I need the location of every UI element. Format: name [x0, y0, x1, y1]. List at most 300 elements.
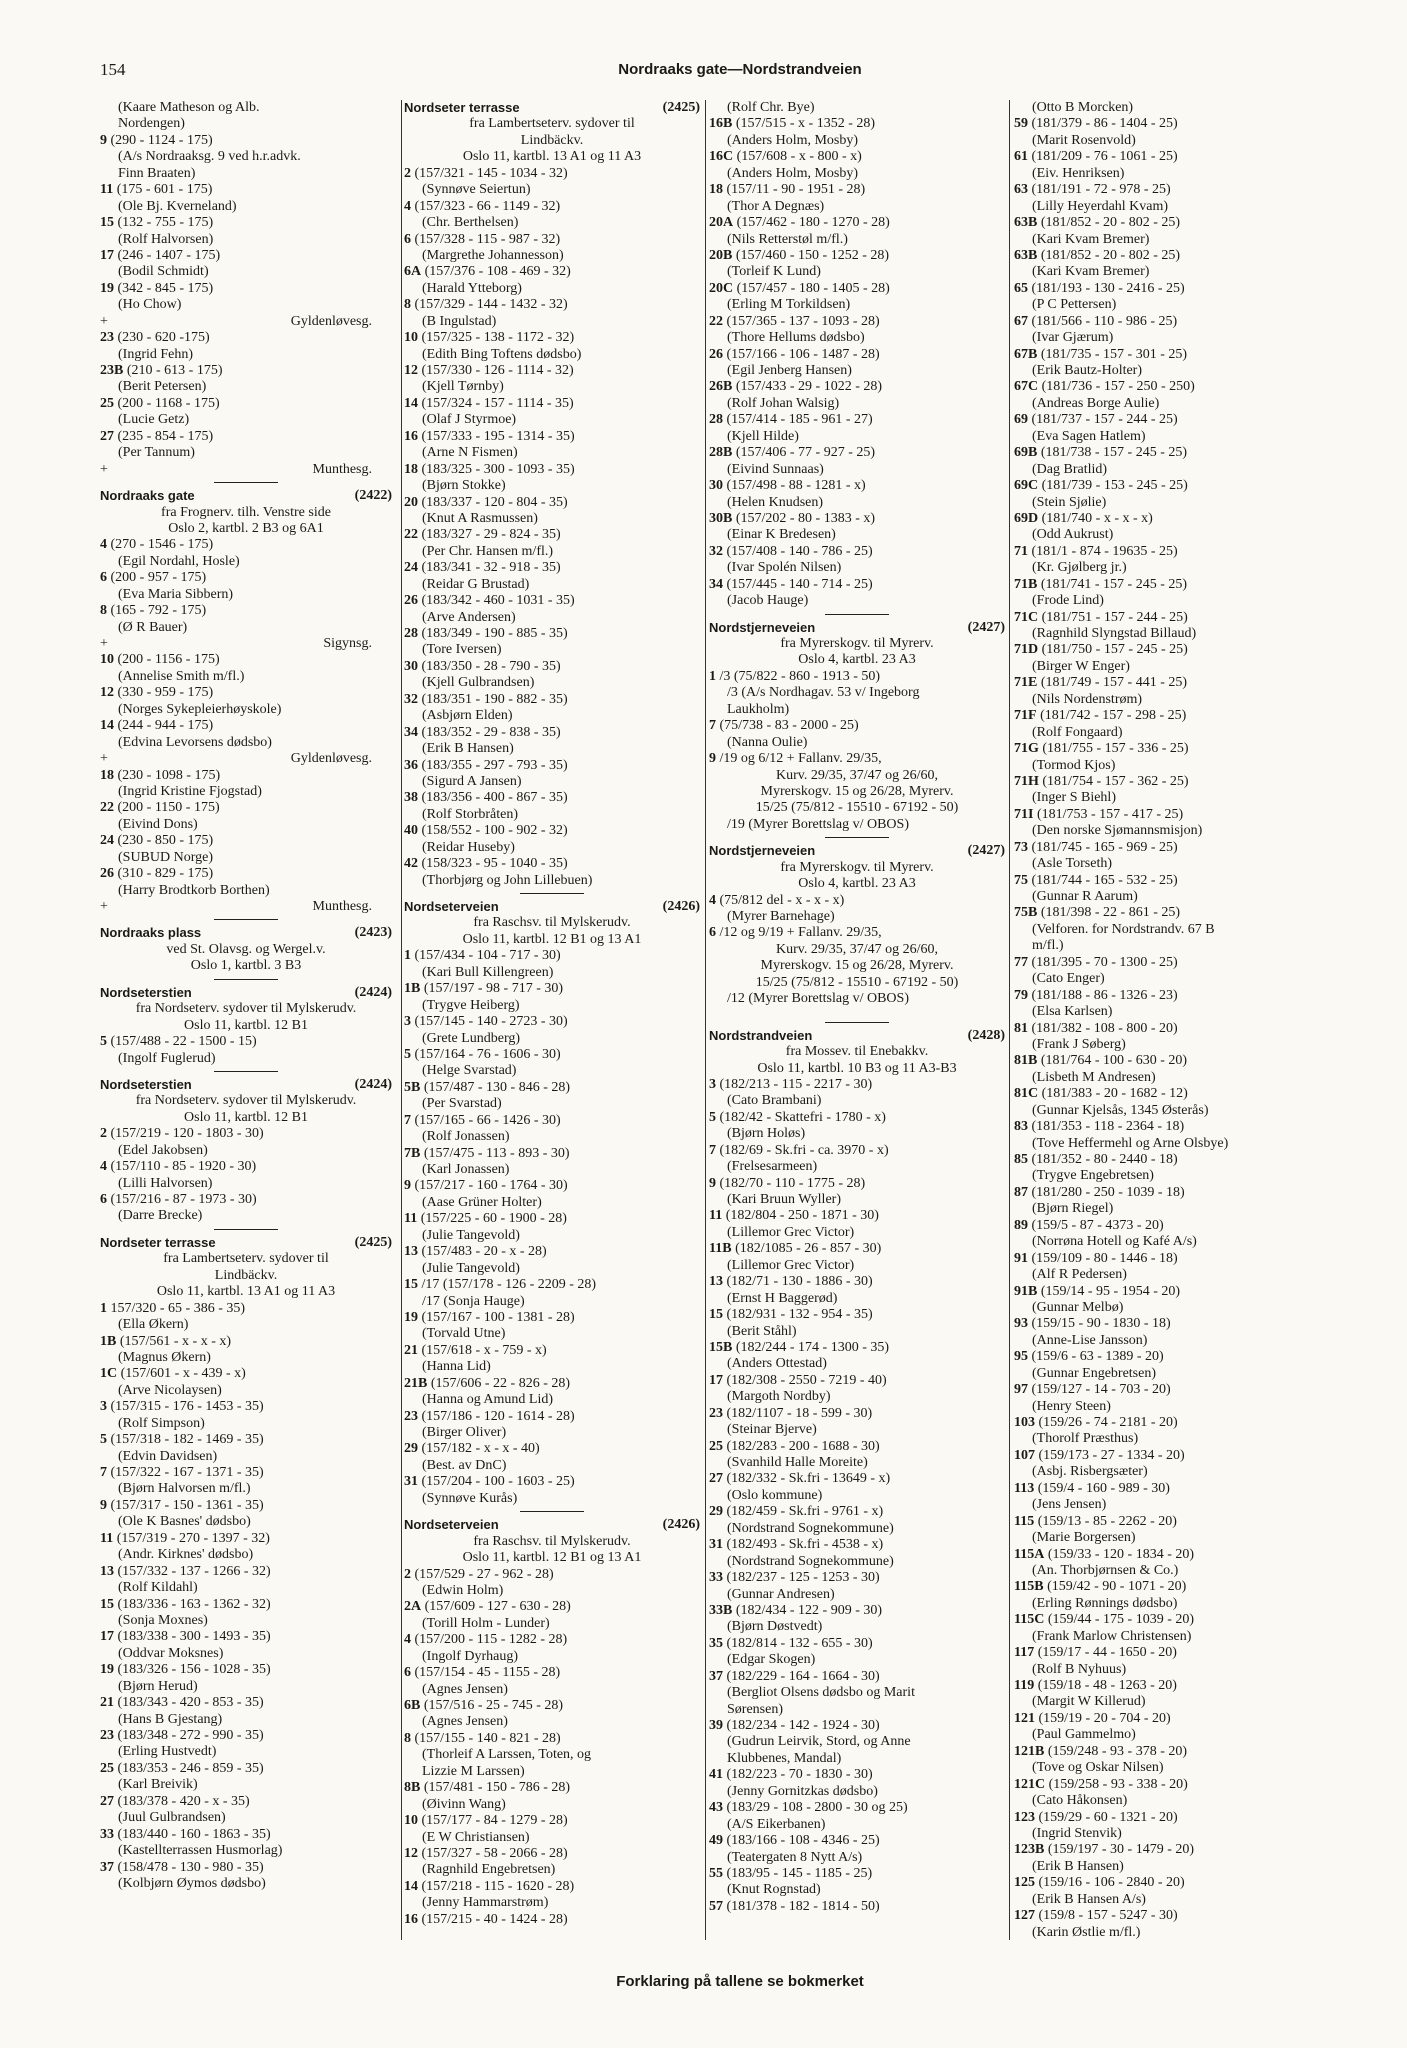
house-number: 33B — [709, 1602, 733, 1618]
owner-line: (Ragnhild Engebretsen) — [422, 1862, 556, 1878]
property-data: (157/216 - 87 - 1973 - 30) — [107, 1192, 257, 1207]
street-description: fra Myrerskogv. til Myrerv. — [780, 636, 934, 651]
property-entry — [100, 1728, 392, 1744]
street-description: Lindbäckv. — [214, 1267, 278, 1283]
property-data: (182/223 - 70 - 1830 - 30) — [723, 1767, 873, 1783]
property-data: (183/355 - 297 - 793 - 35) — [418, 757, 568, 773]
property-entry — [404, 1113, 700, 1129]
property-data: (181/378 - 182 - 1814 - 50) — [723, 1898, 880, 1914]
owner-line: (Eiv. Henriksen) — [1032, 165, 1125, 181]
owner-line: (Odd Aukrust) — [1032, 527, 1114, 543]
property-data: (75/738 - 83 - 2000 - 25) — [716, 718, 859, 734]
owner-line: (Arve Nicolaysen) — [118, 1382, 222, 1398]
property-data: (157/164 - 76 - 1606 - 30) — [411, 1046, 561, 1062]
property-data: (132 - 755 - 175) — [114, 215, 214, 231]
house-number: 11 — [404, 1211, 418, 1227]
property-data: (165 - 792 - 175) — [107, 603, 207, 619]
owner-line: (Egil Jenberg Hansen) — [727, 363, 852, 378]
property-data: (183/337 - 120 - 804 - 35) — [418, 494, 568, 510]
house-number: 65 — [1014, 280, 1028, 296]
property-data: (157/315 - 176 - 1453 - 35) — [107, 1399, 264, 1415]
house-number: 107 — [1014, 1447, 1035, 1463]
property-data: (157/145 - 140 - 2723 - 30) — [411, 1014, 568, 1030]
house-number: 2 — [404, 1566, 411, 1582]
house-number: 29 — [709, 1504, 723, 1520]
owner-line: Nordengen) — [118, 116, 185, 132]
property-entry — [404, 692, 700, 708]
property-data: (159/17 - 44 - 1650 - 20) — [1034, 1645, 1177, 1661]
street-description: fra Nordseterv. sydover til Mylskerudv. — [135, 1093, 357, 1109]
owner-line: (Gunnar Kjelsås, 1345 Østerås) — [1032, 1102, 1209, 1118]
property-entry — [100, 330, 392, 346]
property-data: (181/280 - 250 - 1039 - 18) — [1028, 1184, 1185, 1200]
house-number: 21 — [404, 1342, 418, 1358]
property-entry — [404, 725, 700, 741]
owner-line: (Kari Bull Killengreen) — [422, 964, 554, 980]
property-entry — [709, 893, 1005, 909]
house-number: 7 — [100, 1465, 107, 1480]
owner-line: (Ingrid Stenvik) — [1032, 1825, 1122, 1841]
property-entry — [1014, 807, 1314, 823]
owner-line: (Anne-Lise Jansson) — [1032, 1332, 1148, 1348]
property-data: (183/356 - 400 - 867 - 35) — [418, 790, 568, 806]
property-entry — [100, 1192, 392, 1208]
house-number: 127 — [1014, 1908, 1035, 1924]
property-data: (159/29 - 60 - 1321 - 20) — [1035, 1809, 1178, 1825]
property-entry — [1014, 116, 1314, 132]
property-entry — [1014, 1152, 1314, 1168]
property-entry — [404, 1441, 700, 1457]
property-entry — [709, 1406, 1005, 1422]
street-description: fra Lambertseterv. sydover til — [469, 116, 635, 132]
owner-line: (Nils Nordenstrøm) — [1032, 691, 1143, 707]
property-entry — [1014, 905, 1314, 921]
house-number: 12 — [404, 363, 418, 378]
street-description: ved St. Olavsg. og Wergel.v. — [166, 941, 326, 957]
house-number: 18 — [709, 182, 723, 198]
owner-line: (Knut A Rasmussen) — [422, 510, 538, 526]
owner-line: (Andr. Kirknes' dødsbo) — [118, 1547, 254, 1563]
property-data: (181/188 - 86 - 1326 - 23) — [1028, 987, 1178, 1003]
street-heading — [100, 985, 392, 1001]
property-data: (159/15 - 90 - 1830 - 18) — [1028, 1316, 1171, 1332]
section-rule — [709, 610, 1005, 620]
property-data: (157/457 - 180 - 1405 - 28) — [733, 280, 890, 296]
property-data: (157/445 - 140 - 714 - 25) — [723, 576, 873, 592]
owner-line: /17 (Sonja Hauge) — [422, 1293, 525, 1309]
property-data: (159/258 - 93 - 338 - 20) — [1045, 1776, 1188, 1792]
owner-line: (Bjørn Holøs) — [727, 1126, 806, 1142]
property-data: (181/395 - 70 - 1300 - 25) — [1028, 954, 1178, 970]
property-data: (182/229 - 164 - 1664 - 30) — [723, 1668, 880, 1684]
property-data: (182/237 - 125 - 1253 - 30) — [723, 1570, 880, 1586]
property-data: (157/11 - 90 - 1951 - 28) — [723, 182, 866, 198]
owner-line: Klubbenes, Mandal) — [727, 1750, 842, 1766]
owner-line: (Tormod Kjos) — [1032, 757, 1116, 773]
house-number: 15 — [100, 215, 114, 231]
owner-line: /19 (Myrer Borettslag v/ OBOS) — [727, 816, 909, 832]
property-data: (157/329 - 144 - 1432 - 32) — [411, 297, 568, 313]
property-data: (183/341 - 32 - 918 - 35) — [418, 560, 561, 576]
property-entry — [100, 603, 392, 619]
owner-line: (Torvald Utne) — [422, 1326, 506, 1342]
property-data: (159/4 - 160 - 989 - 30) — [1034, 1480, 1170, 1496]
owner-line: (Tove og Oskar Nilsen) — [1032, 1760, 1164, 1776]
house-number: 15B — [709, 1339, 733, 1355]
property-data: (157/561 - x - x - x) — [116, 1333, 232, 1349]
property-data: (270 - 1546 - 175) — [107, 537, 214, 553]
property-entry — [1014, 741, 1314, 757]
owner-line: (Nanna Oulie) — [727, 734, 808, 750]
house-number: 117 — [1014, 1645, 1035, 1661]
house-number: 63 — [1014, 182, 1028, 198]
property-data: (182/1107 - 18 - 599 - 30) — [723, 1405, 873, 1421]
property-data: (158/478 - 130 - 980 - 35) — [114, 1859, 264, 1875]
property-data: (159/26 - 74 - 2181 - 20) — [1035, 1415, 1178, 1430]
owner-line: (Jacob Hauge) — [727, 593, 809, 609]
owner-line: (Paul Gammelmo) — [1032, 1727, 1136, 1743]
property-data: (157/608 - x - 800 - x) — [733, 149, 862, 165]
owner-line: (Margrethe Johannesson) — [422, 247, 564, 263]
owner-line: (Best. av DnC) — [422, 1457, 507, 1473]
house-number: 5 — [100, 1034, 107, 1050]
property-entry — [709, 1274, 1005, 1290]
property-data: (159/13 - 85 - 2262 - 20) — [1034, 1513, 1177, 1529]
property-data: (157/165 - 66 - 1426 - 30) — [411, 1112, 561, 1128]
property-entry — [1014, 1744, 1314, 1760]
house-number: 9 — [100, 132, 107, 148]
house-number: 16C — [709, 149, 734, 165]
property-entry — [404, 1409, 700, 1425]
house-number: 3 — [709, 1076, 716, 1092]
property-data: (159/5 - 87 - 4373 - 20) — [1028, 1217, 1164, 1233]
house-number: 32 — [404, 691, 418, 707]
street-description: 15/25 (75/812 - 15510 - 67192 - 50) — [755, 800, 959, 816]
house-number: 10 — [404, 1813, 418, 1829]
property-entry — [709, 1241, 1005, 1257]
property-data: (181/749 - 157 - 441 - 25) — [1037, 675, 1188, 691]
house-number: 15 — [404, 1277, 418, 1293]
house-number: 28 — [709, 412, 723, 428]
property-data: (182/332 - Sk.fri - 13649 - x) — [723, 1471, 891, 1487]
house-number: 21 — [100, 1695, 114, 1711]
property-data: (157/515 - x - 1352 - 28) — [732, 116, 876, 132]
street-description: Oslo 11, kartbl. 10 B3 og 11 A3-B3 — [757, 1060, 957, 1076]
property-data: (183/351 - 190 - 882 - 35) — [418, 691, 568, 707]
property-data: (181/383 - 20 - 1682 - 12) — [1038, 1086, 1188, 1102]
property-entry — [100, 866, 392, 882]
property-entry — [709, 669, 1005, 685]
property-entry — [1014, 642, 1314, 658]
spacer — [709, 1008, 1005, 1018]
owner-line: (Bjørn Stokke) — [422, 478, 506, 494]
property-entry — [709, 182, 1005, 198]
crossing-line — [100, 636, 392, 652]
property-data: (157/483 - 20 - x - 28) — [418, 1244, 547, 1260]
owner-line: (Inger S Biehl) — [1032, 790, 1116, 806]
property-entry — [100, 1827, 392, 1843]
house-number: 31 — [404, 1474, 418, 1490]
property-data: (230 - 850 - 175) — [114, 833, 214, 849]
property-data: (181/764 - 100 - 630 - 20) — [1037, 1053, 1188, 1069]
owner-line: (SUBUD Norge) — [118, 849, 214, 865]
house-number: 71B — [1014, 576, 1038, 592]
owner-line: (Frank J Søberg) — [1032, 1036, 1126, 1052]
column-2 — [404, 100, 700, 1928]
property-entry — [709, 1143, 1005, 1159]
property-entry — [1014, 1284, 1314, 1300]
house-number: 1C — [100, 1366, 118, 1382]
property-data: (157/376 - 108 - 469 - 32) — [421, 264, 571, 280]
owner-line: (E W Christiansen) — [422, 1829, 530, 1845]
street-name: Nordstjerneveien — [709, 619, 816, 635]
owner-line: (Edel Jakobsen) — [118, 1142, 208, 1158]
property-entry — [100, 652, 392, 668]
property-entry — [404, 1698, 700, 1714]
owner-line: (Den norske Sjømannsmisjon) — [1032, 823, 1203, 839]
property-entry — [404, 1376, 700, 1392]
house-number: 71E — [1014, 675, 1038, 691]
owner-line: (Erling Hustvedt) — [118, 1744, 217, 1760]
house-number: 4 — [709, 892, 716, 908]
owner-line: (Ole K Basnes' dødsbo) — [118, 1514, 251, 1530]
house-number: 93 — [1014, 1316, 1028, 1332]
property-entry — [404, 330, 700, 346]
owner-line: (Stein Sjølie) — [1032, 494, 1107, 510]
owner-line: (Jenny Hammarstrøm) — [422, 1895, 549, 1911]
street-code: (2428) — [967, 1027, 1005, 1043]
property-entry — [404, 1474, 700, 1490]
property-entry — [709, 478, 1005, 494]
house-number: 20A — [709, 215, 734, 231]
house-number: 6 — [100, 570, 107, 586]
owner-line: (Annelise Smith m/fl.) — [118, 668, 245, 684]
street-code: (2422) — [354, 488, 392, 504]
house-number: 71C — [1014, 609, 1039, 625]
owner-line: (Juul Gulbrandsen) — [118, 1810, 226, 1826]
property-entry — [100, 133, 392, 149]
property-entry — [100, 1366, 392, 1382]
property-data: (157/317 - 150 - 1361 - 35) — [107, 1497, 264, 1513]
house-number: 28B — [709, 445, 733, 461]
house-number: 75 — [1014, 872, 1028, 888]
owner-line: (Reidar Huseby) — [422, 839, 515, 855]
property-data: (182/804 - 250 - 1871 - 30) — [722, 1208, 879, 1224]
street-description: fra Nordseterv. sydover til Mylskerudv. — [135, 1001, 357, 1017]
property-entry — [404, 1780, 700, 1796]
property-data: (181/751 - 157 - 244 - 25) — [1038, 609, 1188, 625]
house-number: 24 — [100, 833, 114, 849]
house-number: 19 — [100, 1662, 114, 1678]
property-data: (159/109 - 80 - 1446 - 18) — [1028, 1250, 1178, 1266]
owner-line: (Rolf Kildahl) — [118, 1580, 198, 1596]
house-number: 5 — [100, 1432, 107, 1448]
owner-line: (Oslo kommune) — [727, 1487, 823, 1503]
property-entry — [1014, 1711, 1314, 1727]
owner-line: (Bjørn Halvorsen m/fl.) — [118, 1481, 251, 1497]
street-description: Oslo 1, kartbl. 3 B3 — [190, 958, 302, 974]
property-entry — [100, 1159, 392, 1175]
property-entry — [1014, 1086, 1314, 1102]
section-rule — [709, 1018, 1005, 1028]
page-title: Nordraaks gate—Nordstrandveien — [618, 61, 862, 78]
owner-line: (Ella Økern) — [118, 1317, 189, 1333]
property-entry — [100, 685, 392, 701]
house-number: 63B — [1014, 215, 1038, 231]
house-number: 73 — [1014, 839, 1028, 855]
house-number: 61 — [1014, 149, 1028, 165]
property-data: (181/852 - 20 - 802 - 25) — [1037, 247, 1181, 263]
owner-line: (Egil Nordahl, Hosle) — [118, 553, 240, 569]
property-data: (181/750 - 157 - 245 - 25) — [1038, 642, 1188, 658]
section-rule — [404, 1507, 700, 1517]
street-code: (2426) — [662, 899, 700, 914]
section-rule — [100, 478, 392, 488]
owner-line: (Erik B Hansen A/s) — [1032, 1891, 1146, 1907]
property-data: (157/200 - 115 - 1282 - 28) — [411, 1632, 568, 1648]
owner-line: (Eivind Sunnaas) — [727, 461, 824, 477]
property-entry — [100, 718, 392, 734]
crossing-street: Munthesg. — [312, 461, 372, 477]
column-divider — [401, 100, 402, 1940]
house-number: 123B — [1014, 1842, 1045, 1858]
property-data: (157/487 - 130 - 846 - 28) — [420, 1079, 571, 1095]
property-entry — [709, 1077, 1005, 1093]
owner-line: (Bjørn Herud) — [118, 1678, 198, 1694]
property-entry — [1014, 412, 1314, 428]
owner-line: (Ø R Bauer) — [118, 619, 188, 635]
owner-line: (Edgar Skogen) — [727, 1652, 816, 1668]
owner-line: (Frank Marlow Christensen) — [1032, 1628, 1192, 1644]
property-entry — [1014, 774, 1314, 790]
house-number: 6 — [404, 1665, 411, 1681]
street-description: Lindbäckv. — [520, 132, 584, 148]
owner-line: (Ho Chow) — [118, 297, 182, 313]
house-number: 81C — [1014, 1086, 1039, 1102]
house-number: 31 — [709, 1537, 723, 1553]
owner-line: (Oddvar Moksnes) — [118, 1645, 224, 1661]
owner-line: (Lucie Getz) — [118, 412, 190, 428]
street-description: fra Lambertseterv. sydover til — [163, 1251, 329, 1267]
property-data: (158/323 - 95 - 1040 - 35) — [418, 856, 568, 872]
property-entry — [709, 511, 1005, 527]
house-number: 5 — [709, 1109, 716, 1125]
property-data: (183/342 - 460 - 1031 - 35) — [418, 593, 575, 609]
property-entry — [100, 1662, 392, 1678]
property-entry — [1014, 1218, 1314, 1234]
owner-line: (Hanna og Amund Lid) — [422, 1392, 554, 1408]
page-header — [100, 60, 1380, 84]
house-number: 115A — [1014, 1546, 1045, 1562]
property-data: (244 - 944 - 175) — [114, 718, 214, 734]
property-entry — [1014, 1579, 1314, 1595]
street-code: (2427) — [967, 619, 1005, 635]
house-number: 81 — [1014, 1020, 1028, 1036]
house-number: 9 — [404, 1178, 411, 1194]
section-rule — [100, 1225, 392, 1235]
house-number: 19 — [404, 1309, 418, 1325]
house-number: 121 — [1014, 1710, 1035, 1726]
property-entry — [404, 429, 700, 445]
street-description: fra Raschsv. til Mylskerudv. — [473, 915, 631, 931]
property-entry — [404, 264, 700, 280]
crossing-street: Gyldenløvesg. — [290, 313, 372, 329]
property-data: (181/852 - 20 - 802 - 25) — [1037, 215, 1181, 231]
owner-line: (P C Pettersen) — [1032, 297, 1117, 313]
property-data: (290 - 1124 - 175) — [107, 132, 213, 148]
house-number: 6 — [709, 925, 716, 941]
property-entry — [100, 1564, 392, 1580]
property-entry — [709, 1208, 1005, 1224]
property-data: (183/350 - 28 - 790 - 35) — [418, 658, 561, 674]
property-entry — [1014, 478, 1314, 494]
owner-line: Lizzie M Larssen) — [422, 1763, 525, 1779]
street-heading — [100, 925, 392, 941]
property-data: (157/166 - 106 - 1487 - 28) — [723, 346, 880, 362]
owner-line: (Helen Knudsen) — [727, 494, 824, 510]
owner-line: (Gunnar R Aarum) — [1032, 889, 1138, 904]
property-data: (183/336 - 163 - 1362 - 32) — [114, 1596, 271, 1612]
owner-line: (Magnus Økern) — [118, 1349, 211, 1365]
house-number: 115C — [1014, 1612, 1045, 1628]
street-heading — [404, 1517, 700, 1533]
property-data: (181/1 - 874 - 19635 - 25) — [1028, 543, 1178, 559]
house-number: 4 — [100, 1159, 107, 1175]
owner-line: (Rolf Jonassen) — [422, 1129, 510, 1145]
owner-line: (Rolf Chr. Bye) — [727, 100, 815, 115]
house-number: 4 — [404, 198, 411, 214]
owner-line: (Margit W Killerud) — [1032, 1694, 1146, 1710]
column-3 — [709, 100, 1005, 1915]
house-number: 23 — [100, 1728, 114, 1743]
property-entry — [1014, 1481, 1314, 1497]
house-number: 8 — [100, 603, 107, 619]
house-number: 4 — [100, 537, 107, 553]
property-entry — [709, 379, 1005, 395]
owner-line: (Eva Sagen Hatlem) — [1032, 428, 1146, 444]
property-data: (159/8 - 157 - 5247 - 30) — [1035, 1908, 1178, 1924]
owner-line: (Berit Petersen) — [118, 379, 207, 395]
house-number: 71H — [1014, 773, 1039, 789]
owner-line: (Erling M Torkildsen) — [727, 297, 851, 313]
property-entry — [100, 833, 392, 849]
property-entry — [1014, 577, 1314, 593]
property-entry — [709, 1767, 1005, 1783]
property-entry — [404, 1813, 700, 1829]
owner-line: (Kjell Hilde) — [727, 428, 799, 444]
property-entry — [1014, 182, 1314, 198]
property-data: (182/459 - Sk.fri - 9761 - x) — [723, 1504, 884, 1520]
property-data: (182/308 - 2550 - 7219 - 40) — [723, 1372, 887, 1388]
house-number: 71D — [1014, 642, 1039, 658]
property-data: (157/488 - 22 - 1500 - 15) — [107, 1034, 257, 1050]
house-number: 75B — [1014, 905, 1038, 921]
property-data: (157/215 - 40 - 1424 - 28) — [418, 1911, 568, 1927]
property-entry — [404, 981, 700, 997]
house-number: 59 — [1014, 116, 1028, 132]
property-data: (159/6 - 63 - 1389 - 20) — [1028, 1349, 1164, 1365]
property-entry — [100, 1399, 392, 1415]
property-data: (182/493 - Sk.fri - 4538 - x) — [723, 1537, 884, 1553]
owner-line: (Gunnar Andresen) — [727, 1586, 835, 1602]
section-rule — [100, 1067, 392, 1077]
property-entry — [404, 1665, 700, 1681]
owner-line: (A/S Eikerbanen) — [727, 1816, 826, 1832]
owner-line: (Eva Maria Sibbern) — [118, 586, 234, 602]
property-entry — [1014, 1185, 1314, 1201]
crossing-line — [100, 899, 392, 915]
property-data: (181/379 - 86 - 1404 - 25) — [1028, 116, 1178, 132]
